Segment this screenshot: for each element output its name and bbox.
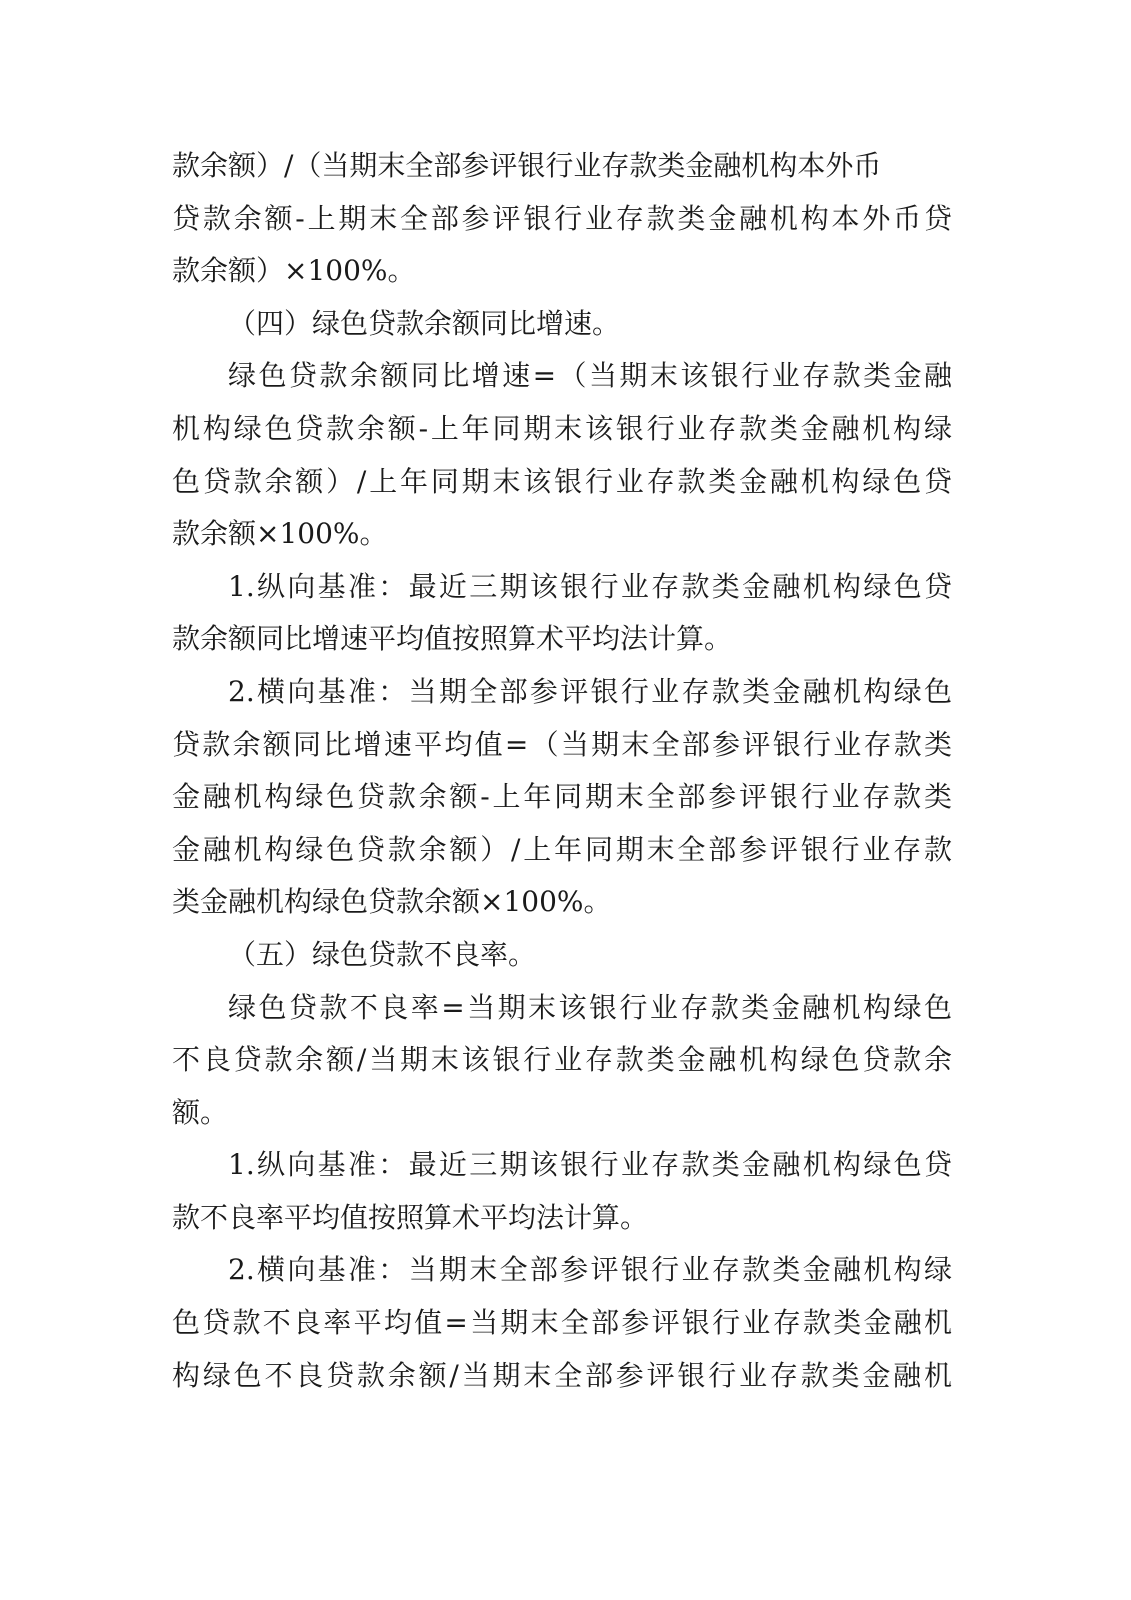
body-line: 绿色贷款余额同比增速=（当期末该银行业存款类金融	[228, 359, 952, 393]
body-line: 1.纵向基准：最近三期该银行业存款类金融机构绿色贷	[228, 1148, 952, 1182]
body-line: 绿色贷款不良率=当期末该银行业存款类金融机构绿色	[228, 990, 952, 1024]
body-line: 2.横向基准：当期全部参评银行业存款类金融机构绿色	[228, 674, 952, 708]
section-heading-four: （四）绿色贷款余额同比增速。	[228, 306, 621, 340]
body-line: 不良贷款余额/当期末该银行业存款类金融机构绿色贷款余	[172, 1043, 952, 1077]
body-line: 款余额×100%。	[172, 517, 388, 551]
body-line: 金融机构绿色贷款余额）/上年同期末全部参评银行业存款	[172, 832, 952, 866]
body-line: 款不良率平均值按照算术平均法计算。	[172, 1200, 649, 1234]
body-line: 色贷款余额）/上年同期末该银行业存款类金融机构绿色贷	[172, 464, 952, 498]
body-line: 额。	[172, 1095, 229, 1129]
body-line: 款余额同比增速平均值按照算术平均法计算。	[172, 622, 733, 656]
body-line: 1.纵向基准：最近三期该银行业存款类金融机构绿色贷	[228, 569, 952, 603]
body-line: 2.横向基准：当期末全部参评银行业存款类金融机构绿	[228, 1253, 952, 1287]
document-body	[172, 140, 952, 1402]
body-line: 色贷款不良率平均值=当期末全部参评银行业存款类金融机	[172, 1306, 952, 1340]
body-line: 款余额）/（当期末全部参评银行业存款类金融机构本外币	[172, 149, 882, 182]
body-line: 金融机构绿色贷款余额-上年同期末全部参评银行业存款类	[172, 780, 952, 814]
body-line: 构绿色不良贷款余额/当期末全部参评银行业存款类金融机	[172, 1358, 952, 1392]
body-line: 类金融机构绿色贷款余额×100%。	[172, 885, 612, 919]
body-line: 款余额）×100%。	[172, 254, 416, 288]
body-line: 贷款余额-上期末全部参评银行业存款类金融机构本外币贷	[172, 201, 952, 235]
body-line: 机构绿色贷款余额-上年同期末该银行业存款类金融机构绿	[172, 411, 952, 445]
section-heading-five: （五）绿色贷款不良率。	[228, 937, 537, 971]
body-line: 贷款余额同比增速平均值=（当期末全部参评银行业存款类	[172, 727, 952, 761]
